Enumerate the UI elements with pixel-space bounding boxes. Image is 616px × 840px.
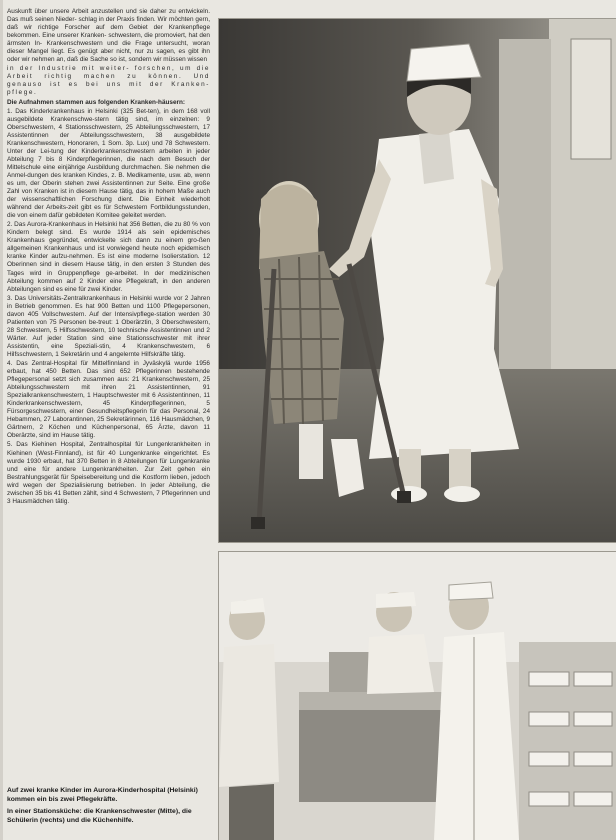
article-intro-line: schwestern, die promoviert, hat den ärmsten In- — [7, 32, 210, 48]
hospital-entry: 5. Das Kiehinen Hospital, Zentralhospital für Lungenkrankheiten in Kiehinen (West-Finnland), ist für 40 Lungenkranke eingerichtet. Es wurde 1930 erbaut, hat 370 Betten in 8 Abteilungen für Lungenkranke und eine für andere Lungenkrankheiten. Zur Zeit gehen ein Bestrahlungsgerät für Speisebereitung und die Kostform lieben, jedoch wird wegen der Spezialisierung betrieben. In jeder Abteilung, die zwischen 35 bis 41 Betten zählt, sind 4 Schwestern, 7 Pflegerinnen und 3 Hausmädchen tätig. — [7, 441, 210, 505]
article-emphasis — [7, 65, 210, 97]
article-emphasis-line: pflege. — [7, 89, 38, 97]
photo-nurse-with-child-image — [219, 19, 616, 542]
article-intro-line: Krankenpflege bekommen. Eine unserer Kranken- — [7, 24, 210, 40]
hospital-entry: 4. Das Zentral-Hospital für Mittelfinnland in Jyväskylä wurde 1956 erbaut, hat 450 Betten. Das sind 652 Pflegerinnen bestehende Pflegepersonal setzt sich zusammen aus: 21 Krankenschwestern, 25 Abteilungsschwestern mit ihren 21 Assistentinnen, 91 Spezialkrankenschwestern, 1 Hauptschwester mit 6 Assistentinnen, 11 Kinderkrankenschwestern, 45 Kinderpflegerinnen, 5 Fürsorgeschwestern, einer Gesundheitspflegerin für das Personal, 24 Hebammen, 27 Laborantinnen, 25 Sekretärinnen, 116 Hausmädchen, 9 Gärtnern, 2 Köchen und Küchenpersonal, 65 Ärzte, davon 11 Oberärzte, sind im Hause tätig. — [7, 360, 210, 440]
article-intro-line: woran dieser Mangel liegt. Es genügt aber nicht, — [7, 40, 210, 56]
article-emphasis-line: forschen, um die Arbeit richtig — [7, 65, 210, 81]
article-intro-line: Auskunft über unsere Arbeit anzustellen und — [7, 8, 140, 15]
page-margin-edge — [0, 0, 3, 840]
article-emphasis-line: in der Industrie mit weiter- — [7, 65, 135, 73]
photo-ward-kitchen — [219, 552, 616, 840]
photo-ward-kitchen-image — [219, 552, 616, 840]
photo-nurse-with-child — [219, 19, 616, 542]
article-emphasis-line: ist es bei uns mit der Kranken- — [50, 81, 210, 89]
hospital-entry: 1. Das Kinderkrankenhaus in Helsinki (325 Bet-ten), in dem 168 voll ausgebildete Krankenschwe-stern tätig sind, im einzelnen: 9 Oberschwestern, 4 Stationsschwestern, 25 Abteilungsschwestern, 17 Assistentinnen der Abteilungsschwestern, 38 ausgebildete Krankenschwestern, Honoraren, 1 Som. 3p. Lux) und 78 Schwestern. Unter der Lei-tung der Kinderkrankenschwestern arbeiten in jeder Abteilung 7 bis 8 Kinderpflegerinnen, die nach dem Besuch der Mittelschule eine einjährige Ausbildung durchmachen. Sie nehmen die Anmel-dungen des kranken Kindes, z. B. Medikamente, usw. ab, wenn es um, der Oberin stehen zwei Assistentinnen zur Seite. Eine große Zahl von Kranken ist in diesem Hause tätig, das in hohem Maße auch der wissenschaftlichen Forschung dient. Die Einheit wiederholt während der Arbeits-zeit gibt es für Schwestern Fortbildungsstunden, die von einem dafür gebildeten Komitee geleitet werden. — [7, 107, 210, 220]
hospitals-heading: Die Aufnahmen stammen aus folgenden Kranken-häusern: — [7, 98, 186, 106]
hospital-list — [7, 108, 210, 506]
article-intro — [7, 8, 210, 64]
caption-bottom-photo: In einer Stationsküche: die Krankenschwester (Mitte), die Schülerin (rechts) und die Küchenhilfe. — [7, 808, 192, 824]
hospital-entry: 2. Das Aurora-Krankenhaus in Helsinki hat 356 Betten, die zu 80 % von Kindern belegt sind. Es wurde 1914 als sein epidemisches Krankenhaus gegründet, entwickelte sich dann zu einem gro-ßen allgemeinen Krankenhaus und ist vorwiegend heute noch epidemisch kranke Kinder aufzu-nehmen. Es ist eine moderne Isolierstation. 12 Oberinnen sind in diesem Hause tätig, in den ersten 3 Stunden des Tages wird in Gruppenpflege ge-arbeitet. In der medizinischen Abteilung kommen auf 2 Kinder eine Pflegekraft, in den anderen Abteilungen sind es eine für zwei Kinder. — [7, 221, 210, 293]
article-intro-line: daß die Sache so ist, sondern wir müssen wissen — [67, 56, 207, 64]
hospital-entry: 3. Das Universitäts-Zentralkrankenhaus in Helsinki wurde vor 2 Jahren in Betrieb genommen. Es hat 900 Betten und 1100 Pflegepersonen, davon 405 Vollschwestern. Auf der Intensivpflege-station werden 30 Patienten von 75 Personen be-treut: 1 Oberärztin, 3 Oberschwestern, 28 Schwestern, 5 Hilfsschwestern, 10 technische Assistentinnen und 2 Wärter. Auf jeder Station sind eine Stationsschwester mit ihrer Assistentin, eine Speziali-stin, 4 Krankenschwestern, 6 Hilfsschwestern, 1 Sekretärin und 4 angelernte Hilfskräfte tätig. — [7, 294, 210, 358]
article-intro-line: nur zu sagen, es gibt ihn oder wir nehmen an, — [7, 48, 210, 64]
article-text-column — [7, 8, 210, 830]
photo-captions — [7, 787, 212, 829]
article-intro-line: Krankenschwestern und die Frage untersucht, — [46, 40, 193, 48]
article-intro-line: sie daher zu entwickeln. Das muß seinen Nieder- — [7, 8, 210, 24]
caption-top-photo: Auf zwei kranke Kinder im Aurora-Kinderhospital (Helsinki) kommen ein bis zwei Pflegekräfte. — [7, 787, 198, 803]
article-intro-line: schlag in der Praxis finden. Wir möchten gern, — [78, 16, 210, 24]
article-emphasis-line: machen zu können. Und genauso — [7, 73, 210, 89]
article-intro-line: daß wir richtige Forscher auf dem Gebiet der — [7, 24, 169, 32]
